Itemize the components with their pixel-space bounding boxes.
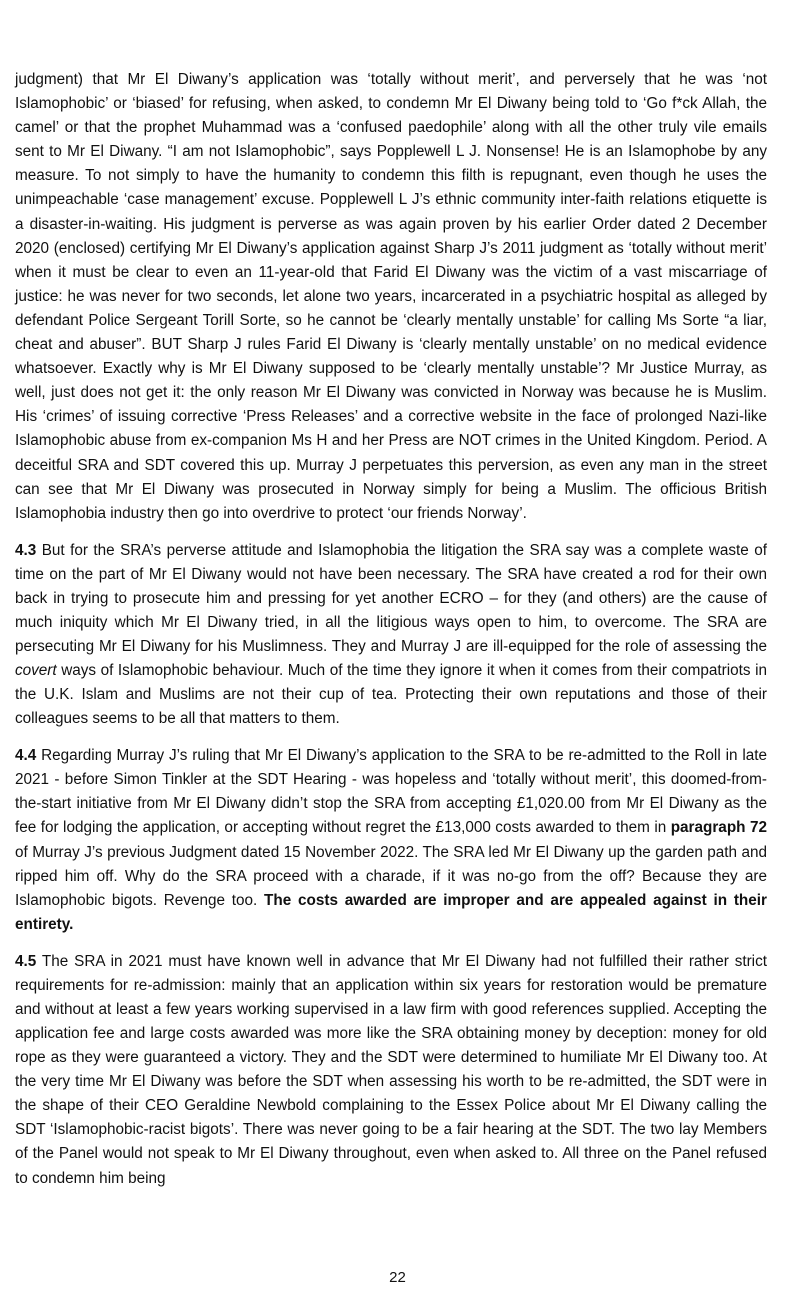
paragraph-number: 4.4 [15,747,37,765]
paragraph-4-5 [15,950,767,1191]
emphasized-text: covert [15,662,57,680]
bold-text: The costs awarded are improper and are appealed against in their entirety. [15,891,767,933]
paragraph-text: But for the SRA’s perverse attitude and Islamophobia the litigation the SRA say was a complete waste of time on the part of Mr El Diwany would not have been necessary. The SRA have created a rod for their own back in trying to prosecute him and pressing for yet another ECRO – for they (and others) are the cause of much iniquity which Mr El Diwany tried, in all the litigious ways open to him, to overcome. The SRA are persecuting Mr El Diwany for his Muslimness. They and Murray J are ill-equipped for the role of assessing the [15,541,767,655]
paragraph-text: Regarding Murray J’s ruling that Mr El Diwany’s application to the SRA to be re-admitted to the Roll in late 2021 - before Simon Tinkler at the SDT Hearing - was hopeless and ‘totally without merit’, this doomed-from-the-start initiative from Mr El Diwany didn’t stop the SRA from accepting £1,020.00 from Mr El Diwany as the fee for lodging the application, or accepting without regret the £13,000 costs awarded to them in [15,747,767,837]
paragraph-number: 4.5 [15,952,37,970]
paragraph-text: ways of Islamophobic behaviour. Much of the time they ignore it when it comes from their compatriots in the U.K. Islam and Muslims are not their cup of tea. Protecting their own reputations and those of their colleagues seems to be all that matters to them. [15,662,767,728]
paragraph-number: 4.3 [15,541,37,559]
paragraph-4-4 [15,744,767,937]
paragraph-continuation [15,68,767,526]
page-number: 22 [389,1269,406,1286]
paragraph-text: judgment) that Mr El Diwany’s application was ‘totally without merit’, and perversely that he was ‘not Islamophobic’ or ‘biased’ for refusing, when asked, to condemn Mr El Diwany being told to ‘Go f*ck Allah, the camel’ or that the prophet Muhammad was a ‘confused paedophile’ along with all the other truly vile emails sent to Mr El Diwany. “I am not Islamophobic”, says Popplewell L J. Nonsense! He is an Islamophobe by any measure. To not simply to have the humanity to condemn this filth is repugnant, even though he uses the unimpeachable ‘case management’ excuse. Popplewell L J’s ethnic community inter-faith relations etiquette is a disaster-in-waiting. His judgment is perverse as was again proven by his earlier Order dated 2 December 2020 (enclosed) certifying Mr El Diwany’s application against Sharp J’s 2011 judgment as ‘totally without merit’ when it must be clear to even an 11-year-old that Farid El Diwany was the victim of a vast miscarriage of justice: he was never for two seconds, let alone two years, incarcerated in a psychiatric hospital as alleged by defendant Police Sergeant Torill Sorte, so he cannot be ‘clearly mentally unstable’ for calling Ms Sorte “a liar, cheat and abuser”. BUT Sharp J rules Farid El Diwany is ‘clearly mentally unstable’ on no medical evidence whatsoever. Exactly why is Mr El Diwany supposed to be ‘clearly mentally unstable’? Mr Justice Murray, as well, just does not get it: the only reason Mr El Diwany was convicted in Norway was because he is Muslim. His ‘crimes’ of issuing corrective ‘Press Releases’ and a corrective website in the face of prolonged Nazi-like Islamophobic abuse from ex-companion Ms H and her Press are NOT crimes in the United Kingdom. Period. A deceitful SRA and SDT covered this up. Murray J perpetuates this perversion, as even any man in the street can see that Mr El Diwany was prosecuted in Norway simply for being a Muslim. The officious British Islamophobia industry then go into overdrive to protect ‘our friends Norway’. [15,71,767,522]
document-body [15,68,767,1191]
paragraph-4-3 [15,539,767,732]
paragraph-text: of Murray J’s previous Judgment dated 15 November 2022. The SRA led Mr El Diwany up the garden path and ripped him off. Why do the SRA proceed with a charade, if it was no-go from the off? Because they are Islamophobic bigots. Revenge too. [15,843,767,909]
paragraph-text: The SRA in 2021 must have known well in advance that Mr El Diwany had not fulfilled their rather strict requirements for re-admission: mainly that an application within six years for restoration would be premature and without at least a few years working supervised in a law firm with good references supplied. Accepting the application fee and large costs awarded was more like the SRA obtaining money by deception: money for old rope as they were guaranteed a victory. They and the SDT were determined to humiliate Mr El Diwany too. At the very time Mr El Diwany was before the SDT when assessing his worth to be re-admitted, the SDT were in the shape of their CEO Geraldine Newbold complaining to the Essex Police about Mr El Diwany calling the SDT ‘Islamophobic-racist bigots’. There was never going to be a fair hearing at the SDT. The two lay Members of the Panel would not speak to Mr El Diwany throughout, even when asked to. All three on the Panel refused to condemn him being [15,952,767,1187]
bold-text: paragraph 72 [670,819,767,837]
